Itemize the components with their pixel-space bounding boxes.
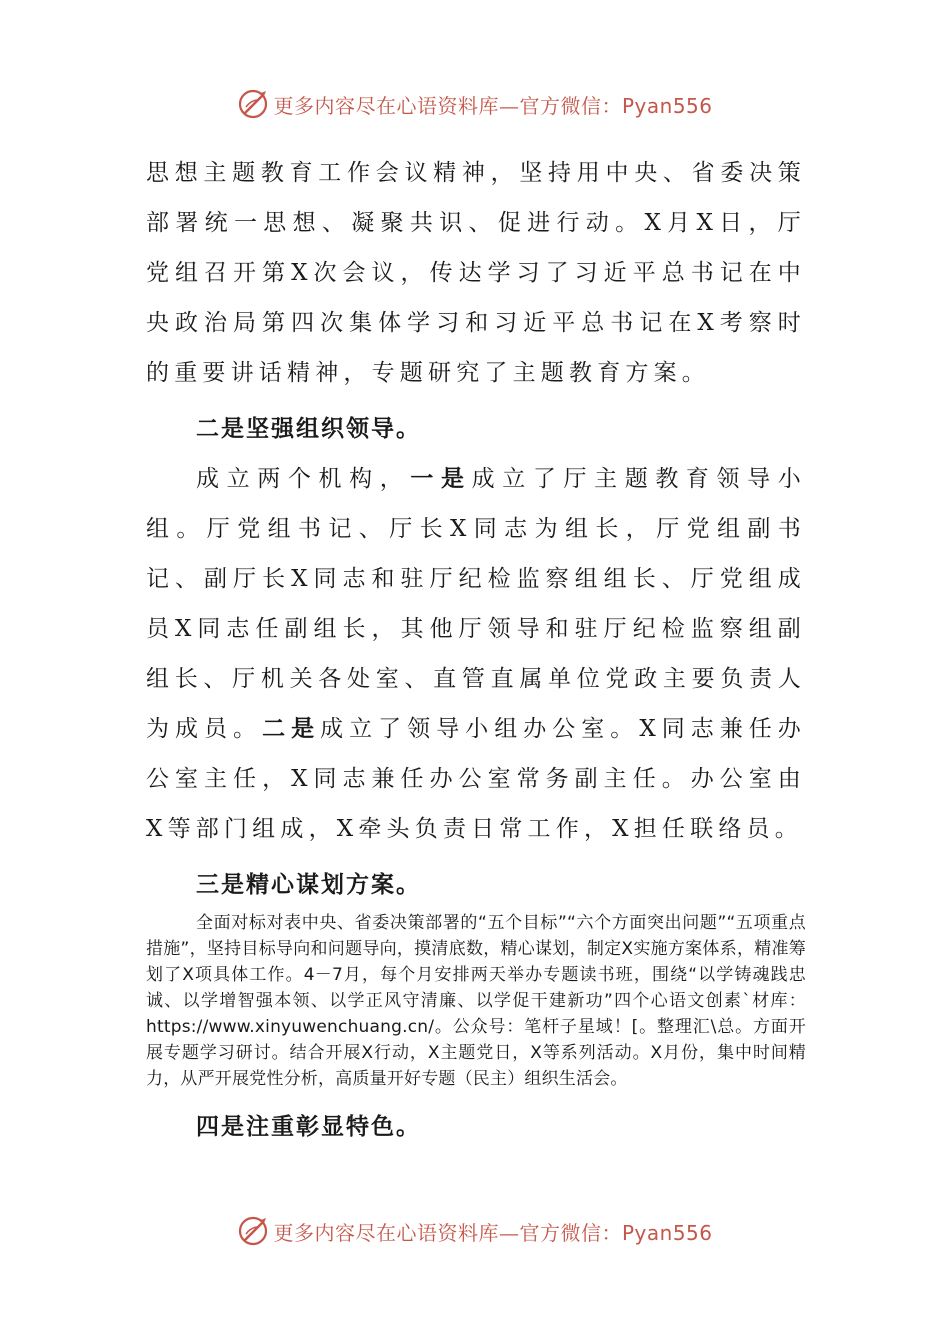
- document-body: [146, 148, 806, 1152]
- watermark-text: 更多内容尽在心语资料库—官方微信：: [273, 93, 622, 118]
- paragraph-2-second-marker: 二是: [262, 716, 321, 742]
- paragraph-3: 全面对标对表中央、省委决策部署的“五个目标”“六个方面突出问题”“五项重点措施”，坚持目标导向和问题导向，摸清底数，精心谋划，制定X实施方案体系，精准筹划了X项具体工作。4－7月，每个月安排两天举办专题读书班，围绕“以学铸魂践忠诚、以学增智强本领、以学正风守清廉、以学促干建新功”四个心语文创素`材库：https://www.xinyuwenchuang.cn/。公众号：笔杆子星域！[。整理汇\总。方面开展专题学习研讨。结合开展X行动，X主题党日，X等系列活动。X月份，集中时间精力，从严开展党性分析，高质量开好专题（民主）组织生活会。: [146, 913, 806, 1089]
- heading-4: 四是注重彰显特色。: [196, 1114, 421, 1140]
- heading-3: 三是精心谋划方案。: [196, 872, 421, 898]
- heading-2: 二是坚强组织领导。: [196, 416, 421, 442]
- paragraph-2-intro: 成立两个机构，: [196, 466, 411, 492]
- watermark-text: 更多内容尽在心语资料库—官方微信：: [273, 1220, 622, 1245]
- pen-logo-icon: [237, 1214, 271, 1248]
- paragraph-2-second-text: 成立了领导小组办公室。X同志兼任办公室主任，X同志兼任办公室常务副主任。办公室由X等部门组成，X牵头负责日常工作，X担任联络员。: [146, 716, 806, 842]
- watermark-handle: Pyan556: [621, 1220, 713, 1245]
- paragraph-2-first-marker: 一是: [410, 466, 472, 492]
- footer-watermark: [0, 1211, 950, 1251]
- pen-logo-icon: [237, 87, 271, 121]
- paragraph-2-first-text: 成立了厅主题教育领导小组。厅党组书记、厅长X同志为组长，厅党组副书记、副厅长X同志和驻厅纪检监察组组长、厅党组成员X同志任副组长，其他厅领导和驻厅纪检监察组副组长、厅机关各处室、直管直属单位党政主要负责人为成员。: [146, 466, 806, 742]
- watermark-handle: Pyan556: [621, 93, 713, 118]
- paragraph-2: [146, 454, 806, 854]
- header-watermark: [0, 84, 950, 124]
- paragraph-1: 思想主题教育工作会议精神，坚持用中央、省委决策部署统一思想、凝聚共识、促进行动。X月X日，厅党组召开第X次会议，传达学习了习近平总书记在中央政治局第四次集体学习和习近平总书记在X考察时的重要讲话精神，专题研究了主题教育方案。: [146, 160, 806, 386]
